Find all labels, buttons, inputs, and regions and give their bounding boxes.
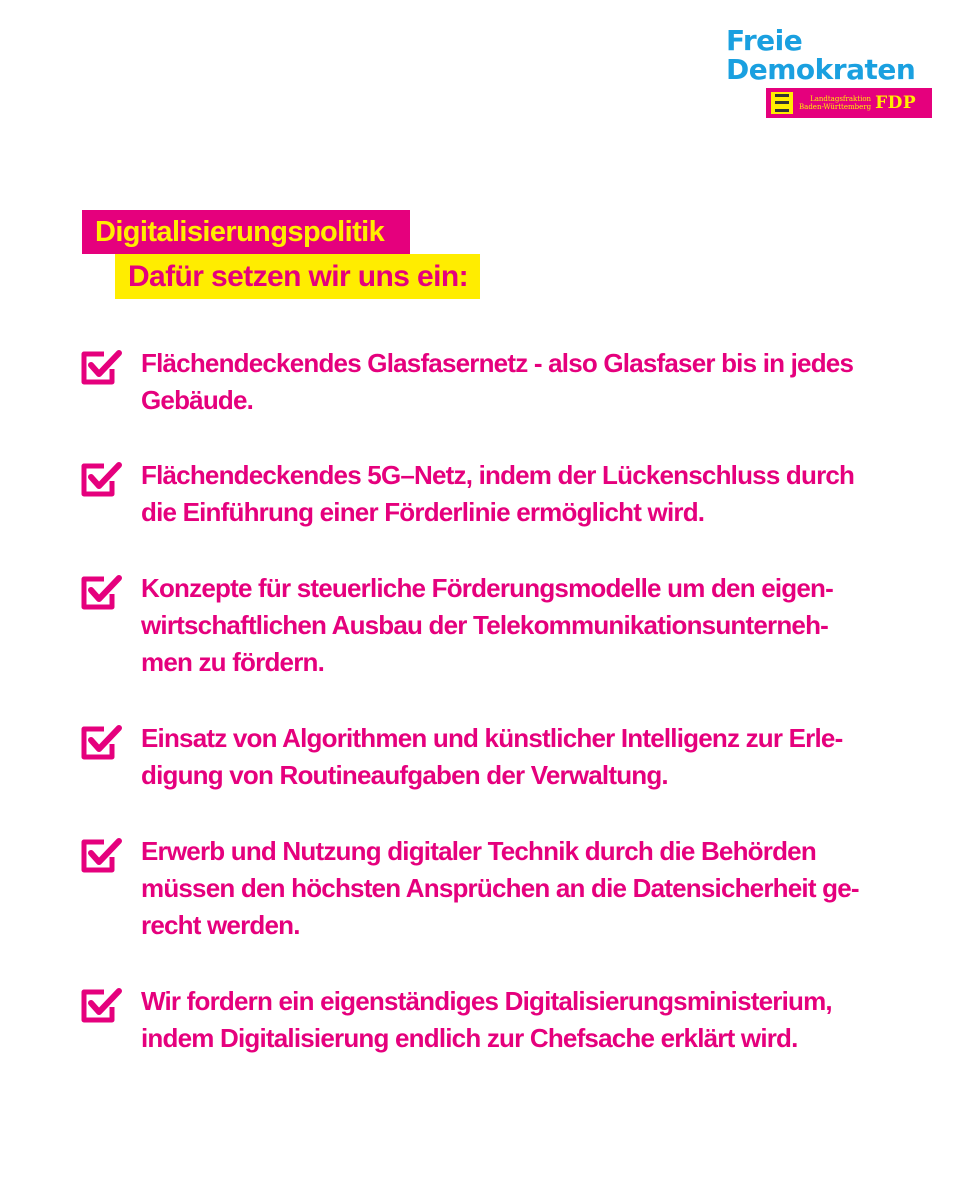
item-text-line: Einsatz von Algorithmen und künstlicher Intelligenz zur Erle- xyxy=(141,723,843,753)
item-text-line: die Einführung einer Förderlinie ermöglicht wird. xyxy=(141,497,705,527)
logo-line-1: Freie xyxy=(726,24,803,57)
checkbox-check-icon xyxy=(80,461,122,497)
item-text-line: müssen den höchsten Ansprüchen an die Datensicherheit ge- xyxy=(141,873,859,903)
checkbox-check-icon xyxy=(80,574,122,610)
item-text xyxy=(141,983,861,1057)
fdp-logo xyxy=(726,24,932,113)
item-text-line: Erwerb und Nutzung digitaler Technik durch die Behörden xyxy=(141,836,816,866)
item-text xyxy=(141,833,861,944)
item-text-line: Konzepte für steuerliche Förderungsmodelle um den eigen- xyxy=(141,573,833,603)
item-text-line: Flächendeckendes Glasfasernetz - also Glasfaser bis in jedes xyxy=(141,348,854,378)
item-text-line: digung von Routineaufgaben der Verwaltung. xyxy=(141,760,668,790)
item-text xyxy=(141,720,861,794)
logo-subtitle xyxy=(799,95,871,111)
coat-of-arms-icon xyxy=(771,92,793,114)
checkbox-check-icon xyxy=(80,987,122,1023)
topic-heading: Digitalisierungspolitik xyxy=(82,210,410,254)
item-text-line: recht werden. xyxy=(141,910,300,940)
item-text-line: indem Digitalisierung endlich zur Chefsache erklärt wird. xyxy=(141,1023,798,1053)
logo-sub-line-2: Baden-Württemberg xyxy=(799,103,872,111)
item-text-line: Flächendeckendes 5G–Netz, indem der Lückenschluss durch xyxy=(141,460,855,490)
item-text xyxy=(141,345,861,419)
logo-sub-line-1: Landtagsfraktion xyxy=(810,95,872,103)
item-text xyxy=(141,457,861,531)
logo-line-2: Demokraten xyxy=(726,53,916,86)
logo-bar xyxy=(766,88,932,118)
checkbox-check-icon xyxy=(80,724,122,760)
checkbox-check-icon xyxy=(80,349,122,385)
item-text-line: men zu fördern. xyxy=(141,647,325,677)
checkbox-check-icon xyxy=(80,837,122,873)
item-text xyxy=(141,570,861,681)
subtitle-heading: Dafür setzen wir uns ein: xyxy=(115,254,480,299)
item-text-line: Wir fordern ein eigenständiges Digitalisierungsministerium, xyxy=(141,986,832,1016)
item-text-line: Gebäude. xyxy=(141,385,254,415)
logo-fdp: FDP xyxy=(875,93,917,113)
item-text-line: wirtschaftlichen Ausbau der Telekommunikationsunterneh- xyxy=(141,610,829,640)
